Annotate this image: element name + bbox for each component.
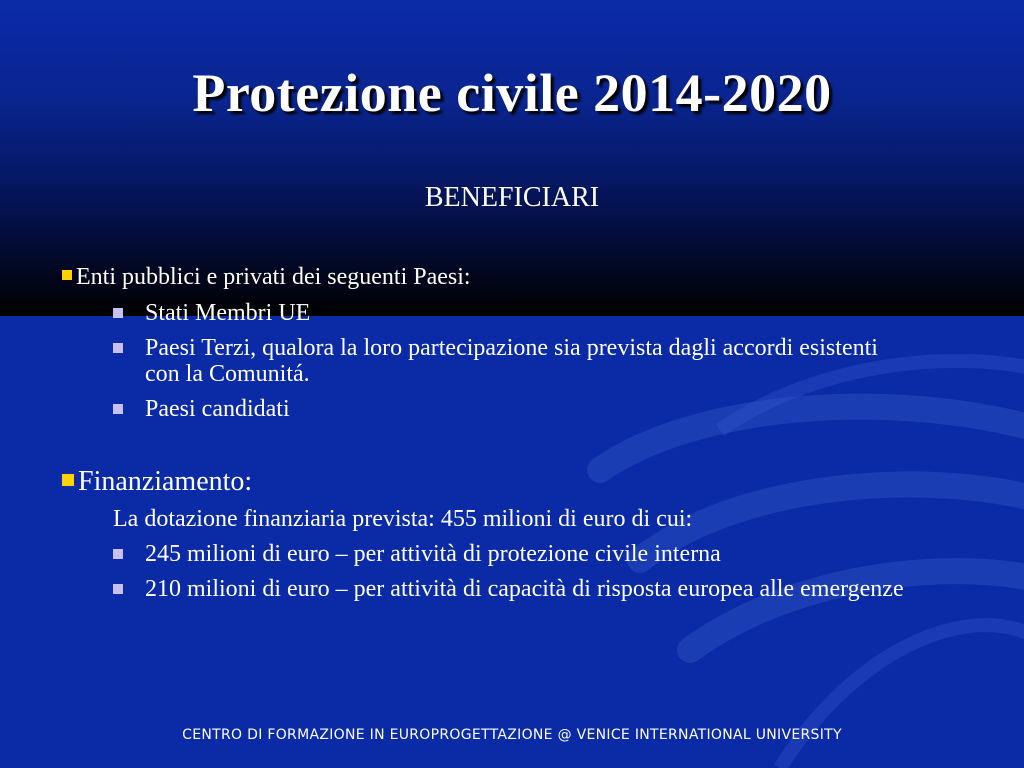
list-item [113, 335, 913, 387]
list-item-text: 245 milioni di euro – per attività di protezione civile interna [145, 541, 721, 567]
list-item [113, 396, 913, 422]
list-item [113, 300, 913, 326]
square-bullet-icon [113, 584, 123, 594]
square-bullet-icon [113, 404, 123, 414]
section-heading-text: Enti pubblici e privati dei seguenti Paesi: [76, 264, 471, 290]
list-item-text: Stati Membri UE [145, 300, 311, 326]
funding-intro-text: La dotazione finanziaria prevista: 455 milioni di euro di cui: [113, 506, 693, 532]
section-heading-text: Finanziamento: [78, 466, 253, 497]
slide-footer: CENTRO DI FORMAZIONE IN EUROPROGETTAZIONE @ VENICE INTERNATIONAL UNIVERSITY [182, 727, 842, 743]
section-finanziamento-heading [62, 466, 252, 498]
square-bullet-icon [62, 270, 72, 280]
slide-title: Protezione civile 2014-2020 [192, 63, 832, 123]
list-item [113, 541, 913, 567]
square-bullet-icon [113, 343, 123, 353]
list-item [113, 576, 913, 602]
list-item-text: Paesi candidati [145, 396, 290, 422]
square-bullet-icon [113, 549, 123, 559]
section-beneficiari-heading [62, 264, 471, 291]
list-item-text: Paesi Terzi, qualora la loro partecipazione sia prevista dagli accordi esistenti con la Comunitá. [145, 335, 878, 387]
slide-subtitle: BENEFICIARI [424, 182, 600, 213]
list-item-text: 210 milioni di euro – per attività di capacità di risposta europea alle emergenze [145, 576, 904, 602]
square-bullet-icon [113, 308, 123, 318]
square-bullet-icon [62, 474, 74, 486]
